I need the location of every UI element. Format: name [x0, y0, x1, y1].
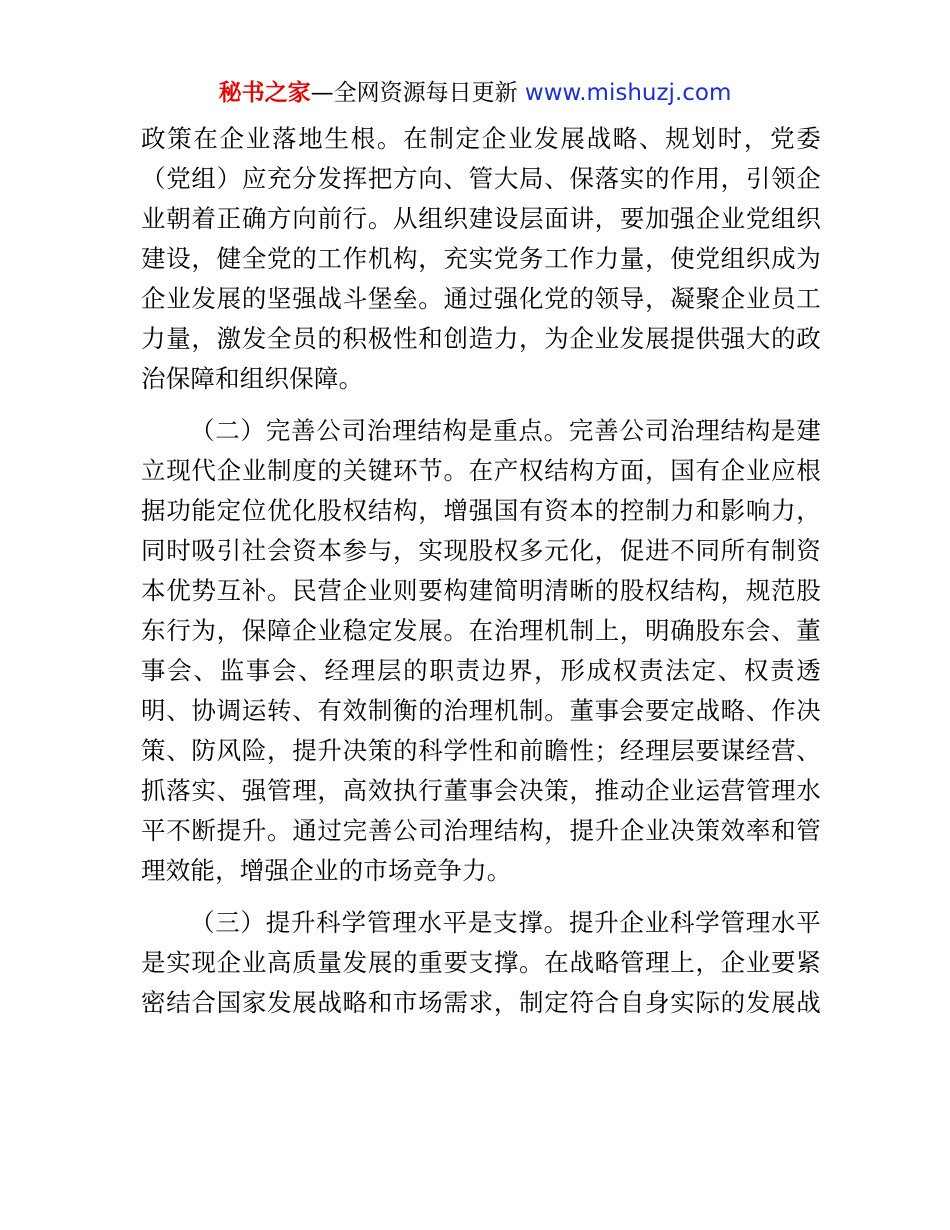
brand-name: 秘书之家: [218, 80, 311, 106]
site-url[interactable]: www.mishuzj.com: [524, 80, 732, 106]
text-line: 抓落实、强管理，高效执行董事会决策，推动企业运营管理水: [141, 776, 821, 805]
text-line: 据功能定位优化股权结构，增强国有资本的控制力和影响力，: [141, 496, 821, 525]
section-heading-line: （三）提升科学管理水平是支撑。提升企业科学管理水平: [190, 908, 821, 937]
text-line: 力量，激发全员的积极性和创造力，为企业发展提供强大的政: [141, 324, 821, 353]
text-line: 企业发展的坚强战斗堡垒。通过强化党的领导，凝聚企业员工: [141, 284, 821, 313]
text-line: 本优势互补。民营企业则要构建简明清晰的股权结构，规范股: [141, 576, 821, 605]
text-line: 业朝着正确方向前行。从组织建设层面讲，要加强企业党组织: [141, 204, 821, 233]
text-line: （党组）应充分发挥把方向、管大局、保落实的作用，引领企: [141, 164, 821, 193]
text-line: 平不断提升。通过完善公司治理结构，提升企业决策效率和管: [141, 816, 821, 845]
paragraph-1: [141, 119, 821, 399]
text-line: 政策在企业落地生根。在制定企业发展战略、规划时，党委: [141, 124, 821, 153]
text-line: 事会、监事会、经理层的职责边界，形成权责法定、权责透: [141, 656, 821, 685]
text-line: 理效能，增强企业的市场竞争力。: [141, 856, 512, 885]
text-line: 是实现企业高质量发展的重要支撑。在战略管理上，企业要紧: [141, 948, 821, 977]
header-tagline: —全网资源每日更新: [310, 80, 525, 106]
paragraph-2: [141, 411, 821, 891]
text-line: 明、协调运转、有效制衡的治理机制。董事会要定战略、作决: [141, 696, 821, 725]
text-line: 同时吸引社会资本参与，实现股权多元化，促进不同所有制资: [141, 536, 821, 565]
text-line: 建设，健全党的工作机构，充实党务工作力量，使党组织成为: [141, 244, 821, 273]
text-line: 治保障和组织保障。: [141, 364, 364, 393]
text-line: 策、防风险，提升决策的科学性和前瞻性；经理层要谋经营、: [141, 736, 821, 765]
page-header: [0, 78, 950, 108]
text-line: 密结合国家发展战略和市场需求，制定符合自身实际的发展战: [141, 988, 821, 1017]
section-heading-line: （二）完善公司治理结构是重点。完善公司治理结构是建: [190, 416, 821, 445]
text-line: 立现代企业制度的关键环节。在产权结构方面，国有企业应根: [141, 456, 821, 485]
text-line: 东行为，保障企业稳定发展。在治理机制上，明确股东会、董: [141, 616, 821, 645]
document-body: [141, 119, 821, 1023]
paragraph-3: [141, 903, 821, 1023]
